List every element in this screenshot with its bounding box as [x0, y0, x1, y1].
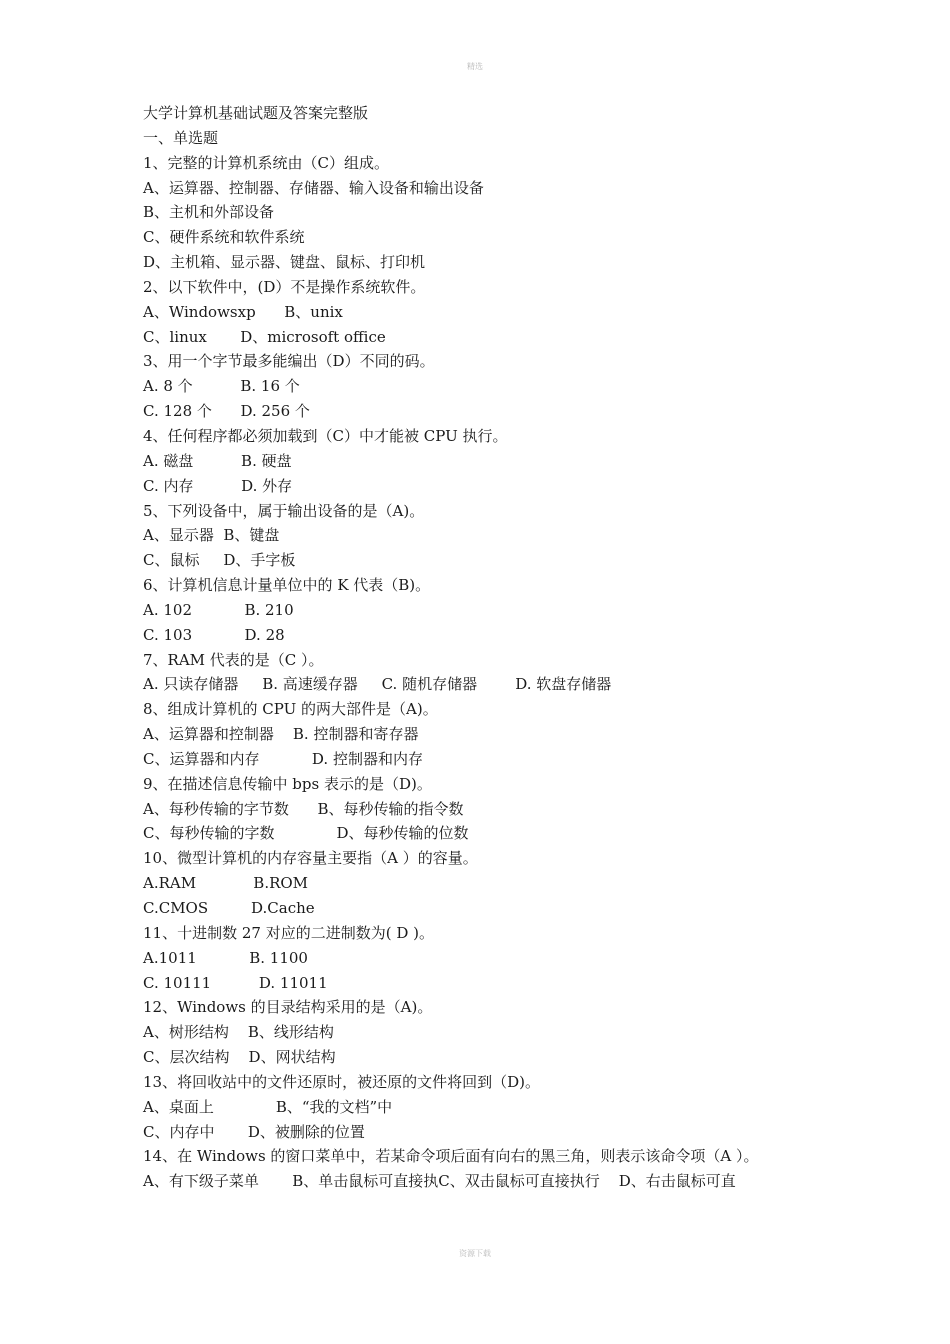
question-line: 5、下列设备中，属于输出设备的是（A)。: [143, 501, 425, 520]
question-line: 13、将回收站中的文件还原时，被还原的文件将回到（D)。: [143, 1072, 540, 1091]
question-line: 10、微型计算机的内存容量主要指（A ）的容量。: [143, 849, 478, 868]
option-line: A.1011 B. 1100: [143, 948, 308, 967]
question-line: 14、在 Windows 的窗口菜单中，若某命令项后面有向右的黑三角，则表示该命令项（A ）。: [143, 1147, 759, 1166]
page-header-watermark: 精选: [467, 62, 483, 71]
option-line: C.CMOS D.Cache: [143, 899, 315, 917]
question-line: 12、Windows 的目录结构采用的是（A)。: [143, 998, 433, 1017]
page-footer-watermark: 资源下载: [459, 1249, 491, 1258]
document-title: 大学计算机基础试题及答案完整版: [143, 104, 369, 122]
section-heading: 一、单选题: [143, 128, 219, 147]
option-line: C. 103 D. 28: [143, 625, 285, 644]
option-line: A.RAM B.ROM: [143, 874, 309, 893]
option-line: C、运算器和内存 D. 控制器和内存: [143, 749, 423, 768]
option-line: A、运算器、控制器、存储器、输入设备和输出设备: [143, 178, 484, 197]
option-line: C、内存中 D、被删除的位置: [143, 1122, 365, 1141]
question-line: 11、十进制数 27 对应的二进制数为( D )。: [143, 923, 434, 942]
option-line: A. 8 个 B. 16 个: [143, 377, 300, 396]
option-line: C、linux D、microsoft office: [143, 327, 386, 346]
option-line: D、主机箱、显示器、键盘、鼠标、打印机: [143, 253, 426, 272]
option-line: C、每秒传输的字数 D、每秒传输的位数: [143, 824, 469, 843]
option-line: A、每秒传输的字节数 B、每秒传输的指令数: [143, 799, 464, 818]
question-line: 6、计算机信息计量单位中的 K 代表（B)。: [143, 576, 431, 595]
option-line: A. 只读存储器 B. 高速缓存器 C. 随机存储器 D. 软盘存储器: [143, 675, 612, 694]
option-line: B、主机和外部设备: [143, 203, 275, 222]
question-line: 4、任何程序都必须加载到（C）中才能被 CPU 执行。: [143, 426, 508, 445]
option-line: A、桌面上 B、“我的文档”中: [143, 1097, 393, 1116]
question-line: 3、用一个字节最多能编出（D）不同的码。: [143, 352, 435, 371]
option-line: C、硬件系统和软件系统: [143, 228, 305, 247]
question-line: 9、在描述信息传输中 bps 表示的是（D)。: [143, 774, 432, 793]
option-line: C、鼠标 D、手字板: [143, 551, 296, 570]
option-line: A. 102 B. 210: [143, 600, 294, 619]
question-line: 2、以下软件中，(D）不是操作系统软件。: [143, 277, 426, 296]
option-line: A、显示器 B、键盘: [143, 526, 280, 545]
option-line: A、有下级子菜单 B、单击鼠标可直接执C、双击鼠标可直接执行 D、右击鼠标可直: [143, 1172, 736, 1191]
option-line: A、树形结构 B、线形结构: [143, 1023, 334, 1042]
question-line: 1、完整的计算机系统由（C）组成。: [143, 153, 390, 172]
question-line: 7、RAM 代表的是（C ）。: [143, 650, 324, 669]
option-line: C. 内存 D. 外存: [143, 476, 293, 495]
option-line: C、层次结构 D、网状结构: [143, 1048, 336, 1067]
option-line: A、Windowsxp B、unix: [143, 302, 343, 321]
option-line: A. 磁盘 B. 硬盘: [143, 451, 292, 470]
question-line: 8、组成计算机的 CPU 的两大部件是（A)。: [143, 700, 438, 719]
option-line: C. 10111 D. 11011: [143, 973, 328, 992]
question-list: [143, 151, 823, 1194]
option-line: A、运算器和控制器 B. 控制器和寄存器: [143, 725, 419, 744]
document-body: [143, 101, 823, 1194]
option-line: C. 128 个 D. 256 个: [143, 402, 310, 421]
